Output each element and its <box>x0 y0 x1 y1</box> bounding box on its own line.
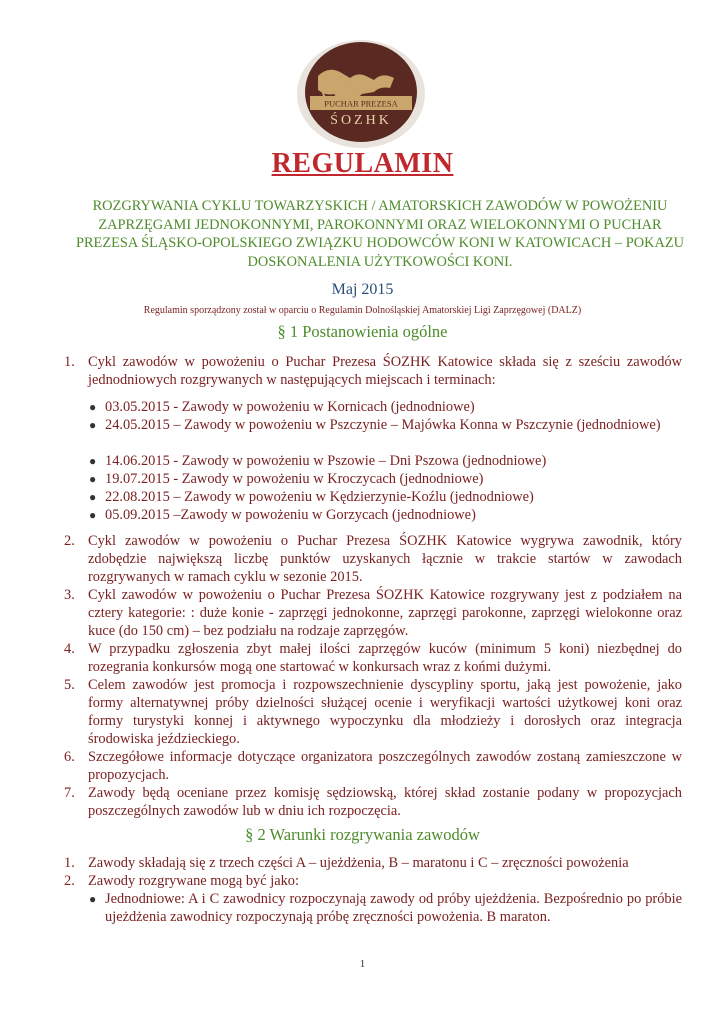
bullet-icon: ● <box>89 508 97 522</box>
event-item <box>89 488 682 506</box>
item-text: Zawody rozgrywane mogą być jako: <box>88 873 299 889</box>
item-number: 2. <box>64 873 75 889</box>
item-text: W przypadku zgłoszenia zbyt małej ilości zaprzęgów kuców (minimum 5 koni) niezbędnej do rozegrania konkursów mogą one startować w konkursach wraz z końmi dużymi. <box>88 641 682 676</box>
bullet-icon: ● <box>89 454 97 468</box>
event-text: 03.05.2015 - Zawody w powożeniu w Kornicach (jednodniowe) <box>105 399 475 415</box>
event-text: 14.06.2015 - Zawody w powożeniu w Pszowie – Dni Pszowa (jednodniowe) <box>105 453 547 469</box>
item-number: 7. <box>64 785 75 801</box>
event-item <box>89 506 682 524</box>
bullet-icon: ● <box>89 892 97 906</box>
item-text: Szczegółowe informacje dotyczące organizatora poszczególnych zawodów zostaną zamieszczone w propozycjach. <box>88 749 682 784</box>
mode-text: Jednodniowe: A i C zawodnicy rozpoczynają zawody od próby ujeżdżenia. Bezpośrednio po próbie ujeżdżenia zawodnicy rozpoczynają próbę zręczności powożenia. B maraton. <box>105 891 682 926</box>
item-number: 1. <box>64 354 75 370</box>
item-number: 4. <box>64 641 75 657</box>
list-item <box>64 353 682 389</box>
item-text: Cykl zawodów w powożeniu o Puchar Prezesa ŚOZHK Katowice rozgrywany jest z podziałem na cztery kategorie: : duże konie - zaprzęgi jednokonne, zaprzęgi parokonne, zaprzęgi wielokonne oraz kuce (do 150 cm) – bez podziału na rodzaje zaprzęgów. <box>88 587 682 640</box>
item-number: 3. <box>64 587 75 603</box>
event-item <box>89 398 682 416</box>
item-text: Zawody będą oceniane przez komisję sędziowską, której skład zostanie podany w propozycjach poszczególnych zawodów lub w dniu ich rozpoczęcia. <box>88 785 682 820</box>
page-number: 1 <box>359 958 366 970</box>
event-text: 22.08.2015 – Zawody w powożeniu w Kędzierzynie-Koźlu (jednodniowe) <box>105 489 534 505</box>
subtitle: ROZGRYWANIA CYKLU TOWARZYSKICH / AMATORSKICH ZAWODÓW W POWOŻENIU ZAPRZĘGAMI JEDNOKONNYMI, PAROKONNYMI ORAZ WIELOKONNYMI O PUCHAR PREZESA ŚLĄSKO-OPOLSKIEGO ZWIĄZKU HODOWCÓW KONI W KATOWICACH – POKAZU DOSKONALENIA UŻYTKOWOŚCI KONI. <box>75 198 685 270</box>
event-text: 05.09.2015 –Zawody w powożeniu w Gorzycach (jednodniowe) <box>105 507 476 523</box>
mode-item <box>89 890 682 926</box>
document-date: Maj 2015 <box>331 281 394 298</box>
list-item <box>64 586 682 640</box>
item-text: Celem zawodów jest promocja i rozpowszechnienie dyscypliny sportu, jaką jest powożenie, jako formy alternatywnej próby dzielności służącej ocenie i weryfikacji wartości użytkowej koni oraz formy turystyki konnej i aktywnego wypoczynku dla młodzieży i dorosłych oraz integracja środowiska jeździeckiego. <box>88 677 682 748</box>
list-item <box>64 676 682 748</box>
section-1-heading: § 1 Postanowienia ogólne <box>277 322 448 341</box>
item-number: 1. <box>64 855 75 871</box>
item-number: 5. <box>64 677 75 693</box>
event-text: 24.05.2015 – Zawody w powożeniu w Pszczynie – Majówka Konna w Pszczynie (jednodniowe) <box>105 417 661 433</box>
item-number: 6. <box>64 749 75 765</box>
logo <box>296 38 426 148</box>
page-title: REGULAMIN <box>271 148 454 179</box>
section-2-heading: § 2 Warunki rozgrywania zawodów <box>245 825 480 844</box>
item-text: Cykl zawodów w powożeniu o Puchar Prezesa ŚOZHK Katowice składa się z sześciu zawodów jednodniowych rozgrywanych w następujących miejscach i terminach: <box>88 354 682 389</box>
list-item <box>64 748 682 784</box>
bullet-icon: ● <box>89 490 97 504</box>
item-number: 2. <box>64 533 75 549</box>
logo-line2: ŚOZHK <box>330 113 392 128</box>
list-item <box>64 784 682 820</box>
item-text: Zawody składają się z trzech części A – ujeżdżenia, B – maratonu i C – zręczności powożenia <box>88 855 629 871</box>
bullet-icon: ● <box>89 400 97 414</box>
list-item <box>64 640 682 676</box>
event-item <box>89 416 682 434</box>
event-text: 19.07.2015 - Zawody w powożeniu w Kroczycach (jednodniowe) <box>105 471 484 487</box>
list-item <box>64 872 682 890</box>
bullet-icon: ● <box>89 472 97 486</box>
event-item <box>89 470 682 488</box>
source-note: Regulamin sporządzony został w oparciu o Regulamin Dolnośląskiej Amatorskiej Ligi Zaprzęgowej (DALZ) <box>143 305 582 316</box>
list-item <box>64 532 682 586</box>
logo-line1: PUCHAR PREZESA <box>324 98 398 109</box>
item-text: Cykl zawodów w powożeniu o Puchar Prezesa ŚOZHK Katowice wygrywa zawodnik, który zdobędzie największą liczbę punktów uzyskanych łącznie w trakcie startów w zawodach rozgrywanych w ramach cyklu w sezonie 2015. <box>88 533 682 586</box>
event-item <box>89 452 682 470</box>
bullet-icon: ● <box>89 418 97 432</box>
list-item <box>64 854 682 872</box>
